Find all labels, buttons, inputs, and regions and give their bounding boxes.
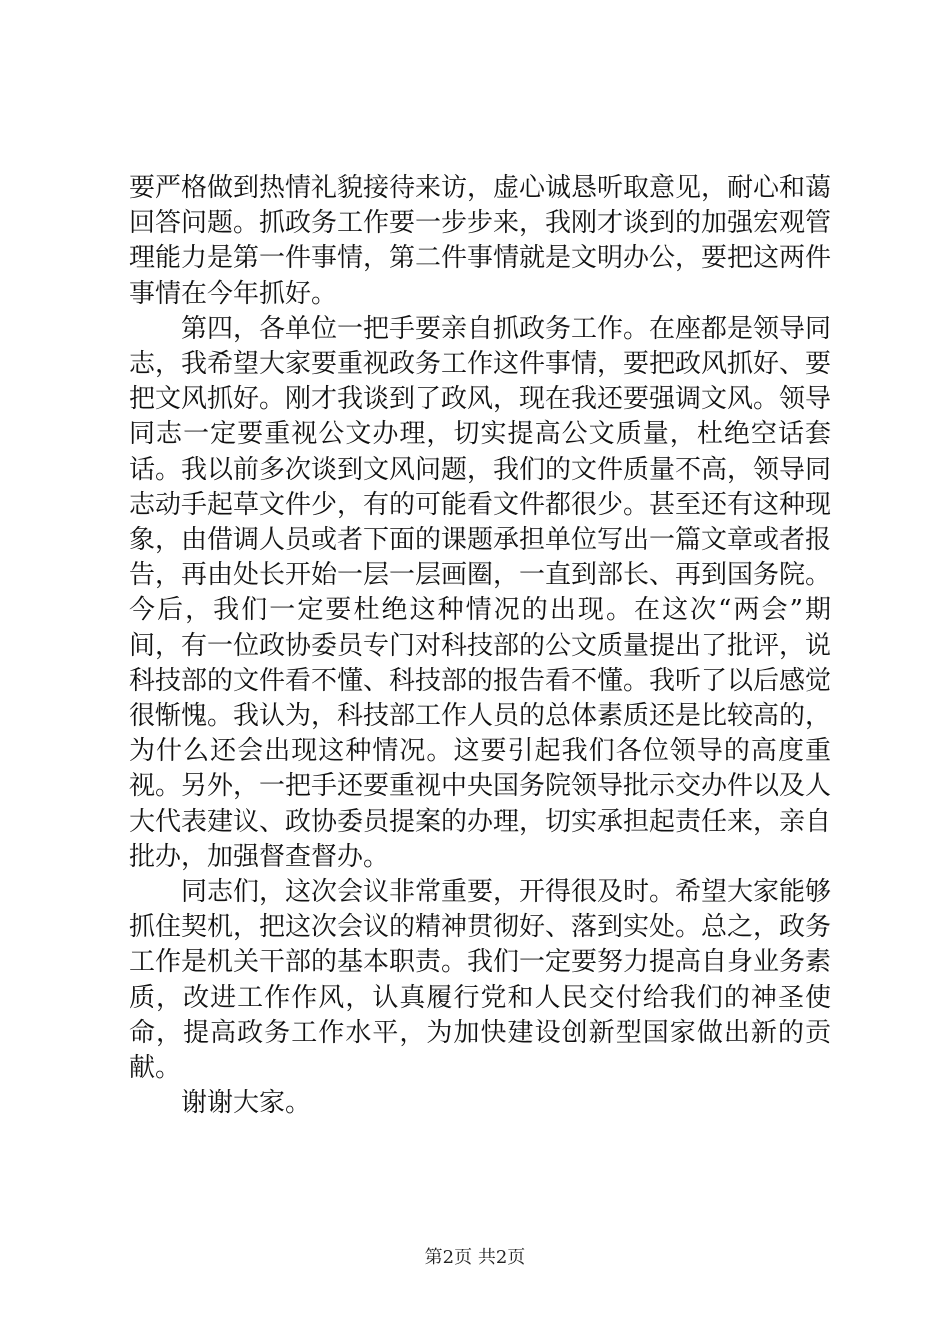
paragraph-thanks: 谢谢大家。 bbox=[181, 1088, 312, 1119]
page-number-footer: 第2页 共2页 bbox=[424, 1247, 526, 1268]
paragraph-conclusion: 同志们，这次会议非常重要，开得很及时。希望大家能够抓住契机，把这次会议的精神贯彻好、落到实处。总之，政务工作是机关干部的基本职责。我们一定要努力提高自身业务素质，改进工作作风，认真履行党和人民交付给我们的神圣使命，提高政务工作水平，为加快建设创新型国家做出新的贡献。 bbox=[129, 877, 832, 1084]
paragraph-point-four: 第四，各单位一把手要亲自抓政务工作。在座都是领导同志，我希望大家要重视政务工作这件事情，要把政风抓好、要把文风抓好。刚才我谈到了政风，现在我还要强调文风。领导同志一定要重视公文办理，切实提高公文质量，杜绝空话套话。我以前多次谈到文风问题，我们的文件质量不高，领导同志动手起草文件少，有的可能看文件都很少。甚至还有这种现象，由借调人员或者下面的课题承担单位写出一篇文章或者报告，再由处长开始一层一层画圈，一直到部长、再到国务院。今后，我们一定要杜绝这种情况的出现。在这次“两会”期间，有一位政协委员专门对科技部的公文质量提出了批评，说科技部的文件看不懂、科技部的报告看不懂。我听了以后感觉很惭愧。我认为，科技部工作人员的总体素质还是比较高的，为什么还会出现这种情况。这要引起我们各位领导的高度重视。另外，一把手还要重视中央国务院领导批示交办件以及人大代表建议、政协委员提案的办理，切实承担起责任来，亲自批办，加强督查督办。 bbox=[129, 313, 832, 872]
paragraph-continuation: 要严格做到热情礼貌接待来访，虚心诚恳听取意见，耐心和蔼回答问题。抓政务工作要一步步来，我刚才谈到的加强宏观管理能力是第一件事情，第二件事情就是文明办公，要把这两件事情在今年抓好。 bbox=[129, 173, 832, 309]
document-body bbox=[129, 171, 831, 1121]
